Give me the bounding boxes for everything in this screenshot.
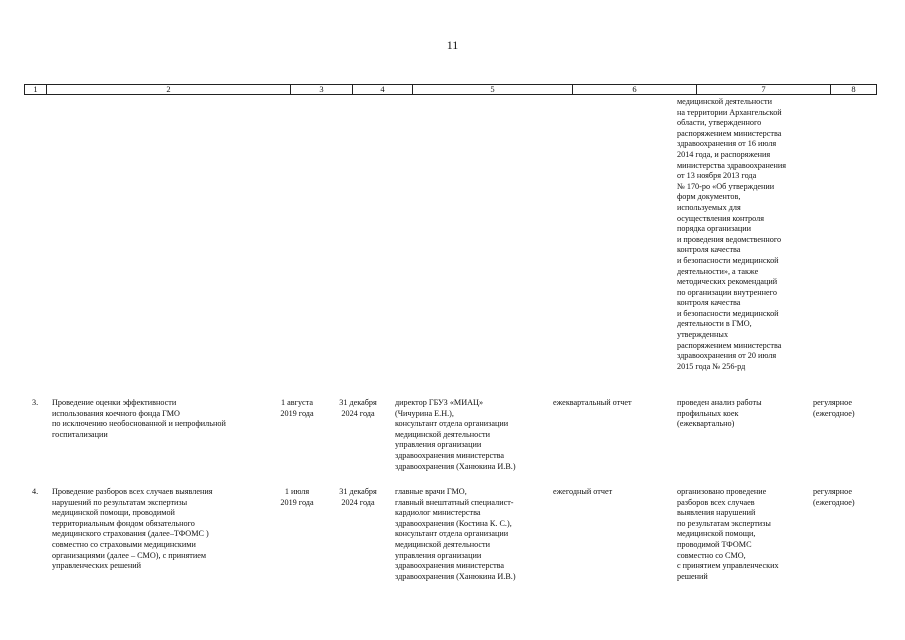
column-number-4: 4 bbox=[353, 85, 413, 94]
activity-description: Проведение оценки эффективности использования коечного фонда ГМО по исключению необоснованной и непрофильной госпитализации bbox=[52, 398, 226, 439]
page-number: 11 bbox=[446, 38, 459, 52]
end-date: 31 декабря 2024 года bbox=[339, 398, 377, 418]
responsible-persons: главные врачи ГМО, главный внештатный специалист- кардиолог министерства здравоохранения (Костина К. С.), консультант отдела организации медицинской деятельности управления организации здравоохранения министерства здравоохранения (Ханюкина И.В.) bbox=[395, 487, 516, 581]
activity-description: Проведение разборов всех случаев выявления нарушений по результатам экспертизы медицинской помощи, проводимой территориальным фондом обязательного медицинского страхования (далее–ТФОМС ) совместно со страховыми медицинскими организациями (далее – СМО), с принятием управленческих решений bbox=[52, 487, 213, 571]
report-type: ежегодный отчет bbox=[553, 487, 613, 496]
end-date: 31 декабря 2024 года bbox=[339, 487, 377, 507]
continuation-result-text: медицинской деятельности на территории Архангельской области, утвержденного распоряжением министерства здравоохранения от 16 июля 2014 года, и распоряжения министерства здравоохранения от 13 ноября 2013 года № 170-ро «Об утверждении форм документов, используемых для осуществления контроля порядка организации и проведения ведомственного контроля качества и безопасности медицинской деятельности», а также методических рекомендаций по организации внутреннего контроля качества и безопасности медицинской деятельности в ГМО, утвержденных распоряжением министерства здравоохранения от 20 июля 2015 года № 256-рд bbox=[677, 97, 787, 371]
column-number-5: 5 bbox=[413, 85, 573, 94]
column-number-header bbox=[24, 84, 877, 95]
column-number-6: 6 bbox=[573, 85, 697, 94]
start-date: 1 августа 2019 года bbox=[280, 398, 314, 418]
activity-type: регулярное (ежегодное) bbox=[813, 398, 855, 418]
expected-result: проведен анализ работы профильных коек (ежеквартально) bbox=[677, 398, 762, 429]
column-number-8: 8 bbox=[851, 84, 856, 94]
expected-result: организовано проведение разборов всех случаев выявления нарушений по результатам экспертизы медицинской помощи, проводимой ТФОМС совместно со СМО, с принятием управленческих решений bbox=[677, 487, 779, 581]
activity-type: регулярное (ежегодное) bbox=[813, 487, 855, 507]
start-date: 1 июля 2019 года bbox=[280, 487, 314, 507]
report-type: ежеквартальный отчет bbox=[553, 398, 632, 407]
row-number: 4. bbox=[32, 487, 39, 496]
row-number: 3. bbox=[32, 398, 39, 407]
responsible-persons: директор ГБУЗ «МИАЦ» (Чичурина Е.Н.), консультант отдела организации медицинской деятельности управления организации здравоохранения министерства здравоохранения (Ханюкина И.В.) bbox=[395, 398, 516, 471]
column-number-7: 7 bbox=[697, 85, 831, 94]
column-number-3: 3 bbox=[291, 85, 353, 94]
column-number-1: 1 bbox=[25, 85, 47, 94]
column-number-2: 2 bbox=[47, 85, 291, 94]
